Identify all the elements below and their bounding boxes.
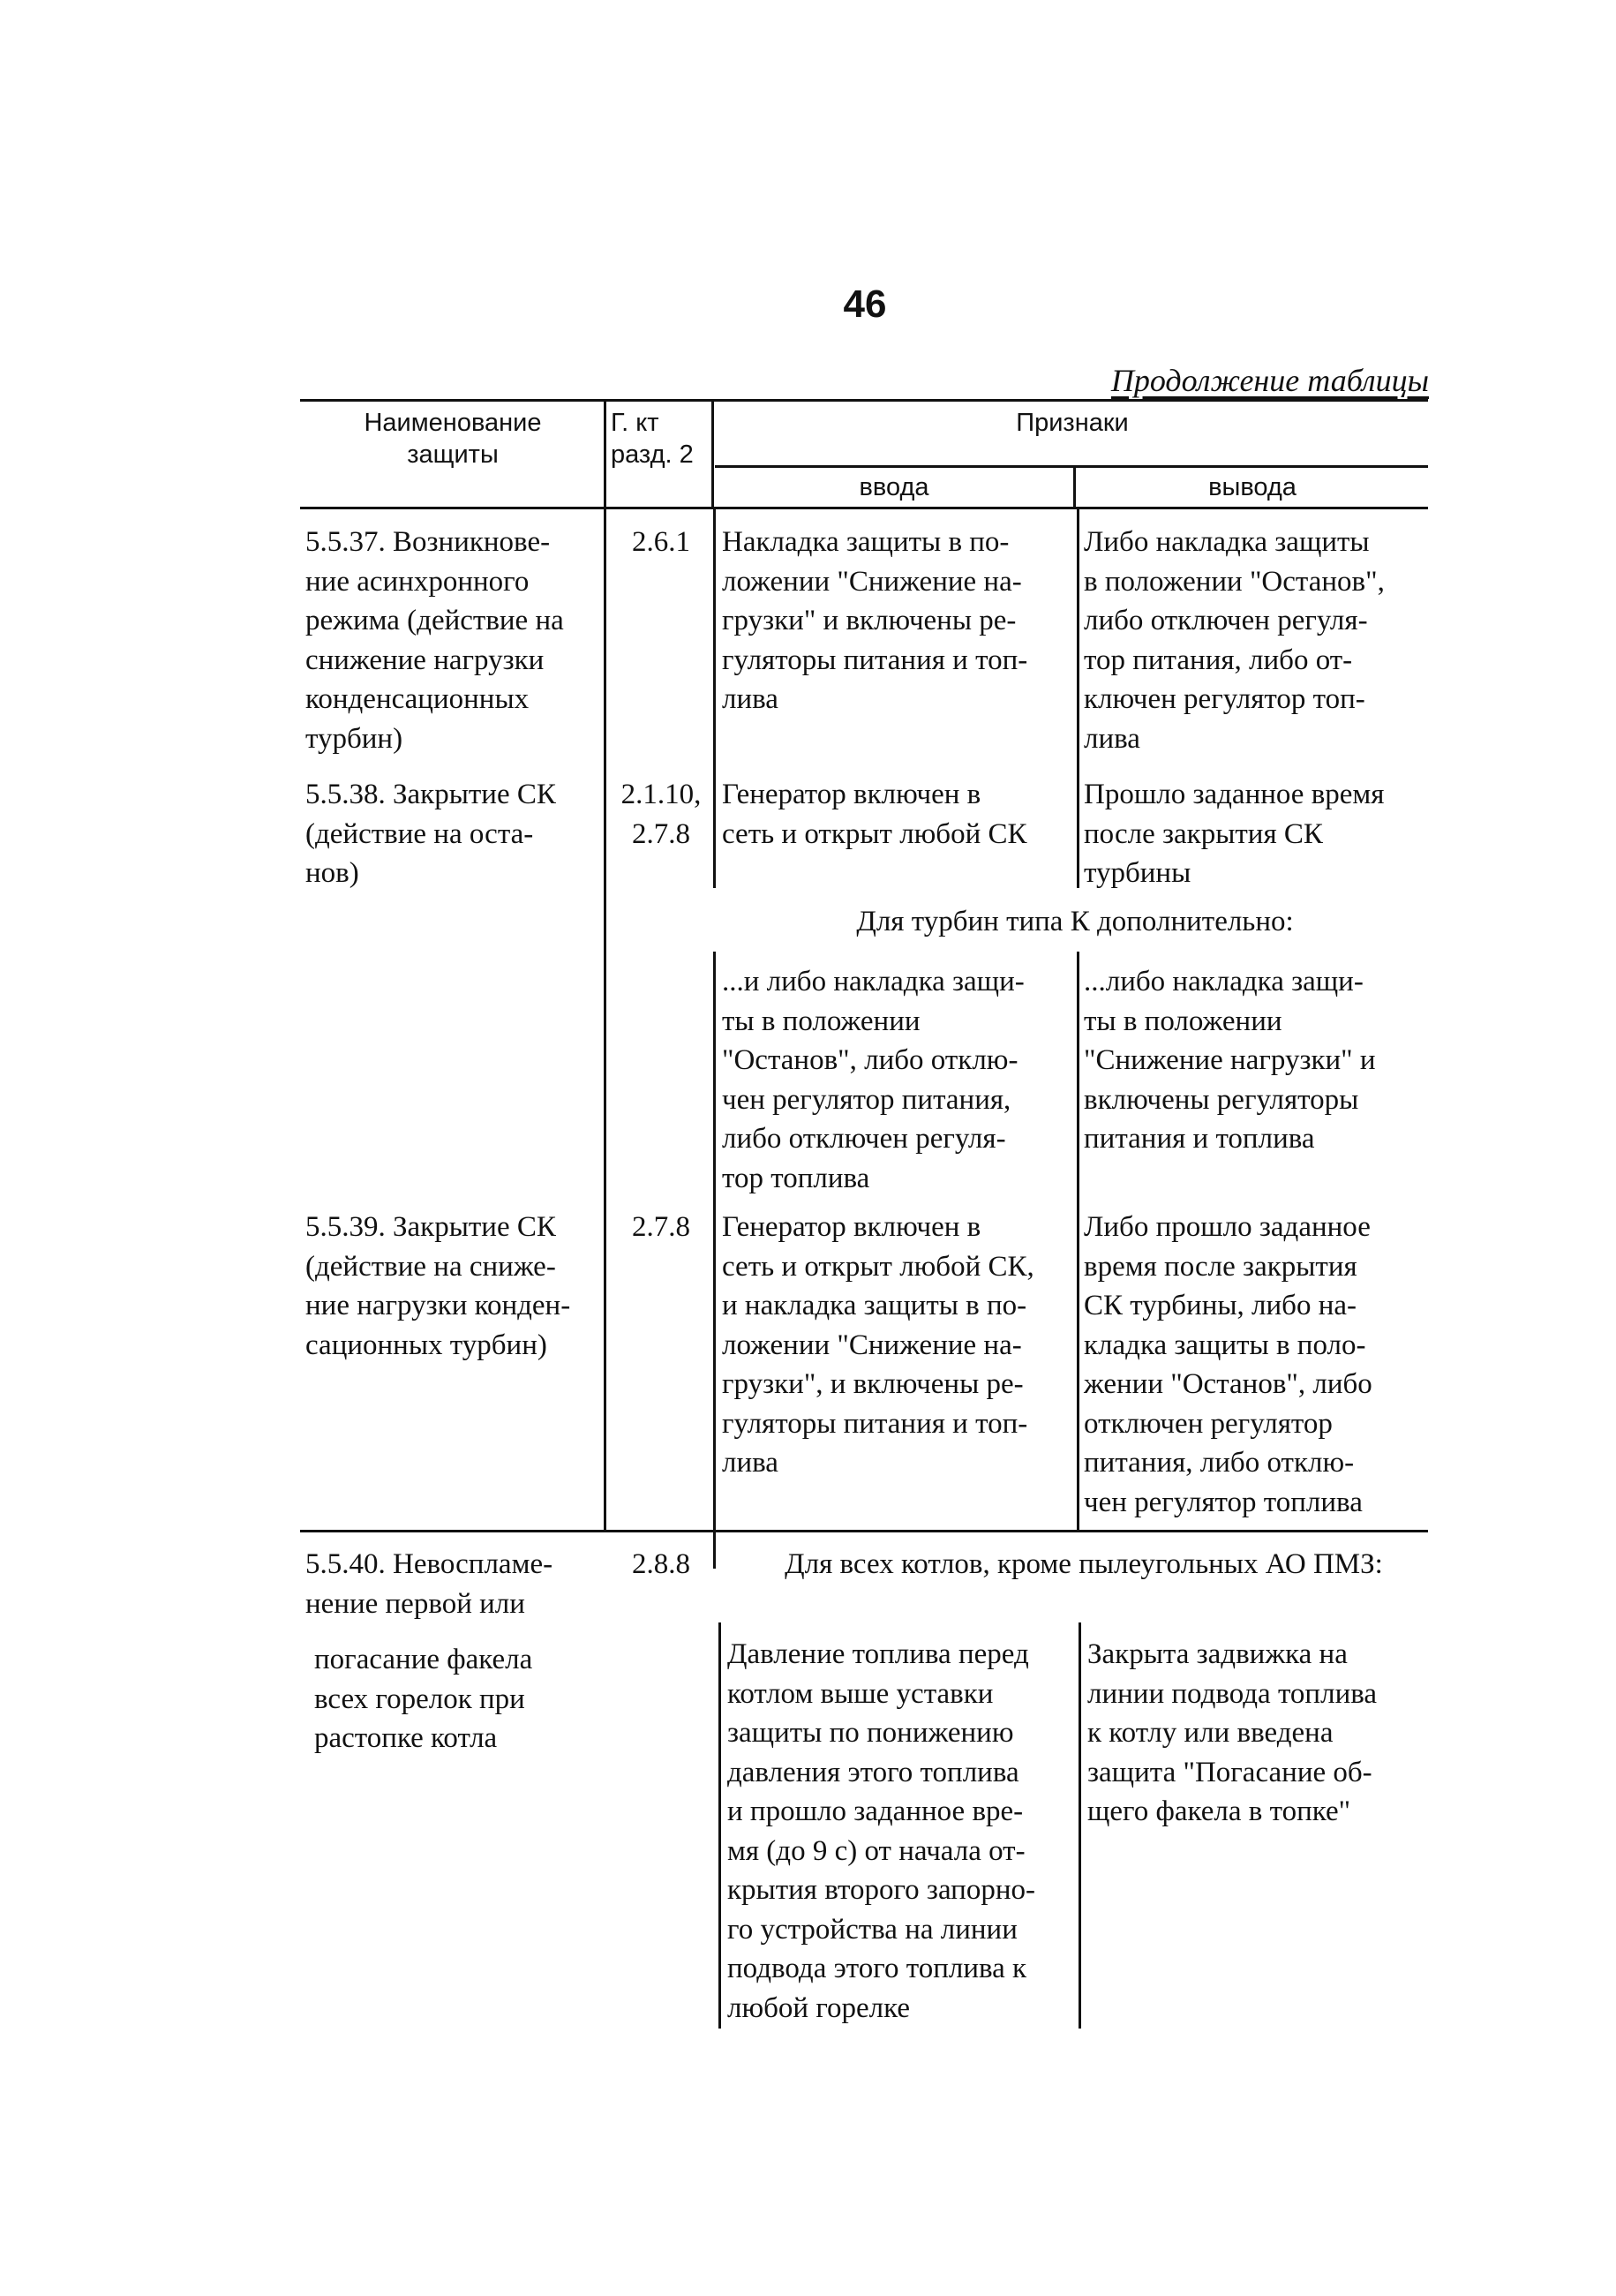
header-signs: Признаки xyxy=(1016,409,1129,437)
row-5539-name: 5.5.39. Закрытие СК (действие на сниже- ние нагрузки конден- сационных турбин) xyxy=(305,1211,571,1361)
row-5537-point: 2.6.1 xyxy=(632,526,690,558)
row-5538-extra-input: ...и либо накладка защи- ты в положении "Останов", либо отклю- чен регулятор питания, либо отключен регуля- тор топлива xyxy=(722,966,1025,1194)
header-divider-input-output xyxy=(1073,466,1076,508)
page-number: 46 xyxy=(843,282,887,326)
table-top-rule xyxy=(300,399,1428,402)
header-name: Наименование защиты xyxy=(364,409,542,469)
body-divider-input-output-2 xyxy=(1077,952,1079,1530)
row-5540-name-cont: погасание факела всех горелок при растопке котла xyxy=(314,1644,533,1754)
row-rule-5540 xyxy=(300,1530,1428,1532)
row-5539-input: Генератор включен в сеть и открыт любой СК, и накладка защиты в по- ложении "Снижение на- грузки", и включены ре- гуляторы питания и топ- лива xyxy=(722,1211,1034,1479)
signs-divider-rule xyxy=(715,465,1428,468)
row-5538-extra-output: ...либо накладка защи- ты в положении "Снижение нагрузки" и включены регуляторы питания и топлива xyxy=(1084,966,1376,1155)
body-divider-point-signs-3 xyxy=(713,1530,716,1569)
row-5539-point: 2.7.8 xyxy=(632,1211,690,1243)
row-5540-name: 5.5.40. Невоспламе- нение первой или xyxy=(305,1548,553,1620)
row-5538-point: 2.1.10, 2.7.8 xyxy=(620,779,702,850)
row-5537-input: Накладка защиты в по- ложении "Снижение на- грузки" и включены ре- гуляторы питания и топ- лива xyxy=(722,526,1028,715)
row-5540-output: Закрыта задвижка на линии подвода топлива к котлу или введена защита "Погасание об- щего факела в топке" xyxy=(1087,1638,1378,1827)
row-5540-span-note: Для всех котлов, кроме пылеугольных АО ПМЗ: xyxy=(785,1548,1383,1580)
body-divider-point-signs-2 xyxy=(713,952,716,1530)
row-5540-input: Давление топлива перед котлом выше уставки защиты по понижению давления этого топлива и прошло заданное вре- мя (до 9 с) от начала от- крытия второго запорно- го устройства на линии подвода этого топлива к любой горелке xyxy=(727,1638,1035,2024)
header-input: ввода xyxy=(859,473,929,501)
row-5537-output: Либо накладка защиты в положении "Останов", либо отключен регуля- тор питания, либо от- ключен регулятор топ- лива xyxy=(1084,526,1385,755)
body-divider-point-signs-4 xyxy=(718,1622,721,2029)
header-bottom-rule xyxy=(300,507,1428,509)
row-5538-name: 5.5.38. Закрытие СК (действие на оста- нов) xyxy=(305,779,556,889)
row-5538-output: Прошло заданное время после закрытия СК турбины xyxy=(1084,779,1385,889)
continuation-label: Продолжение таблицы xyxy=(1110,363,1429,398)
row-5540-point: 2.8.8 xyxy=(632,1548,690,1580)
header-output: вывода xyxy=(1208,473,1297,501)
body-divider-point-signs-1 xyxy=(713,508,716,888)
header-point: Г. кт разд. 2 xyxy=(611,409,694,469)
body-divider-input-output-1 xyxy=(1077,508,1079,888)
row-5537-name: 5.5.37. Возникнове- ние асинхронного режима (действие на снижение нагрузки конденсационных турбин) xyxy=(305,526,564,755)
row-5538-span-note: Для турбин типа К дополнительно: xyxy=(856,906,1294,937)
row-5539-output: Либо прошло заданное время после закрытия СК турбины, либо на- кладка защиты в поло- жении "Останов", либо отключен регулятор питания, либо отклю- чен регулятор топлива xyxy=(1084,1211,1372,1518)
row-5538-input: Генератор включен в сеть и открыт любой СК xyxy=(722,779,1027,850)
header-divider-name-point xyxy=(604,399,606,508)
